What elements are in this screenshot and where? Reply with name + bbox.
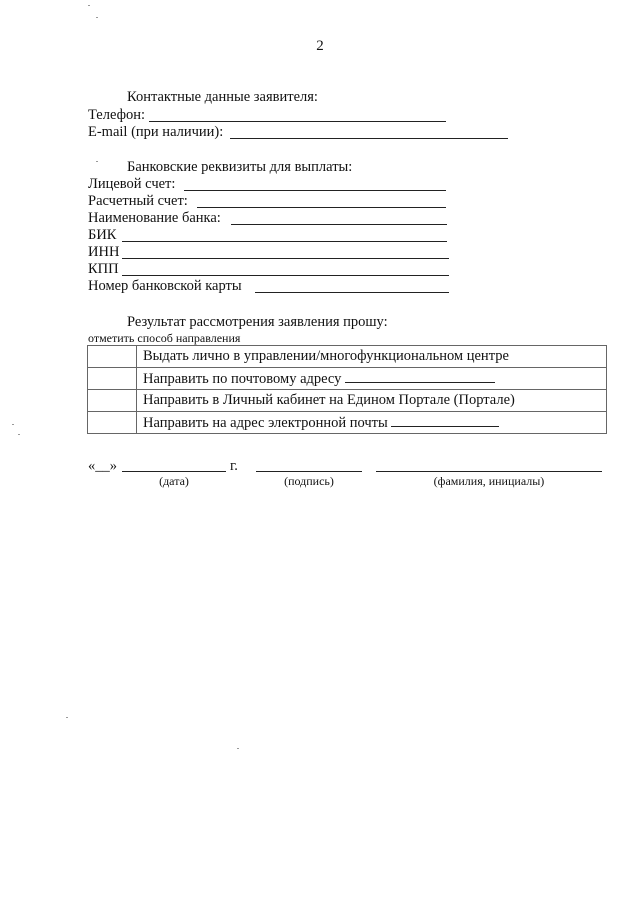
settlement-account-input-line[interactable] bbox=[197, 207, 446, 208]
scan-speck bbox=[96, 161, 98, 162]
delivery-option-row bbox=[88, 412, 607, 434]
signature-caption: (подпись) bbox=[284, 474, 334, 488]
bank-field-label: ИНН bbox=[88, 244, 120, 260]
option-label bbox=[137, 368, 607, 390]
bank-field-label: КПП bbox=[88, 261, 119, 277]
name-caption: (фамилия, инициалы) bbox=[433, 474, 545, 488]
scan-speck bbox=[18, 434, 20, 435]
date-day-prefix: «__» bbox=[88, 458, 117, 474]
bank-heading: Банковские реквизиты для выплаты: bbox=[127, 159, 353, 175]
name-input-line[interactable] bbox=[376, 471, 602, 472]
signature-input-line[interactable] bbox=[256, 471, 362, 472]
option-checkbox[interactable] bbox=[88, 412, 137, 434]
scan-speck bbox=[237, 748, 239, 749]
delivery-option-row bbox=[88, 390, 607, 412]
bank-field-label: БИК bbox=[88, 227, 117, 243]
result-heading: Результат рассмотрения заявления прошу: bbox=[127, 314, 388, 330]
delivery-option-row bbox=[88, 346, 607, 368]
option-label-text: Направить по почтовому адресу bbox=[143, 371, 342, 387]
result-instruction: отметить способ направления bbox=[88, 331, 241, 345]
option-label: Направить в Личный кабинет на Едином Портале (Портале) bbox=[137, 390, 607, 412]
option-label bbox=[137, 412, 607, 434]
kpp-input-line[interactable] bbox=[122, 275, 449, 276]
contacts-heading: Контактные данные заявителя: bbox=[127, 89, 318, 105]
option-label-text: Направить на адрес электронной почты bbox=[143, 415, 388, 431]
delivery-option-row bbox=[88, 368, 607, 390]
bank-field-label: Расчетный счет: bbox=[88, 193, 188, 209]
bank-field-label: Лицевой счет: bbox=[88, 176, 176, 192]
phone-label: Телефон: bbox=[88, 107, 146, 123]
email-input-line[interactable] bbox=[230, 138, 508, 139]
delivery-method-table bbox=[87, 345, 607, 434]
scan-speck bbox=[88, 5, 90, 6]
year-suffix: г. bbox=[230, 458, 238, 474]
date-input-line[interactable] bbox=[122, 471, 226, 472]
date-caption: (дата) bbox=[159, 474, 189, 488]
option-checkbox[interactable] bbox=[88, 368, 137, 390]
card-number-input-line[interactable] bbox=[255, 292, 449, 293]
phone-input-line[interactable] bbox=[149, 121, 446, 122]
option-checkbox[interactable] bbox=[88, 390, 137, 412]
email-label: E-mail (при наличии): bbox=[88, 124, 224, 140]
account-input-line[interactable] bbox=[184, 190, 446, 191]
bank-field-label: Номер банковской карты bbox=[88, 278, 242, 294]
option-checkbox[interactable] bbox=[88, 346, 137, 368]
postal-address-input-line[interactable] bbox=[345, 369, 495, 383]
bank-name-input-line[interactable] bbox=[231, 224, 447, 225]
page-number: 2 bbox=[316, 38, 324, 54]
scan-speck bbox=[66, 717, 68, 718]
inn-input-line[interactable] bbox=[122, 258, 449, 259]
bik-input-line[interactable] bbox=[122, 241, 447, 242]
scan-speck bbox=[12, 424, 14, 425]
bank-field-label: Наименование банка: bbox=[88, 210, 221, 226]
scan-speck bbox=[96, 17, 98, 18]
email-address-input-line[interactable] bbox=[391, 413, 499, 427]
option-label: Выдать лично в управлении/многофункциональном центре bbox=[137, 346, 607, 368]
